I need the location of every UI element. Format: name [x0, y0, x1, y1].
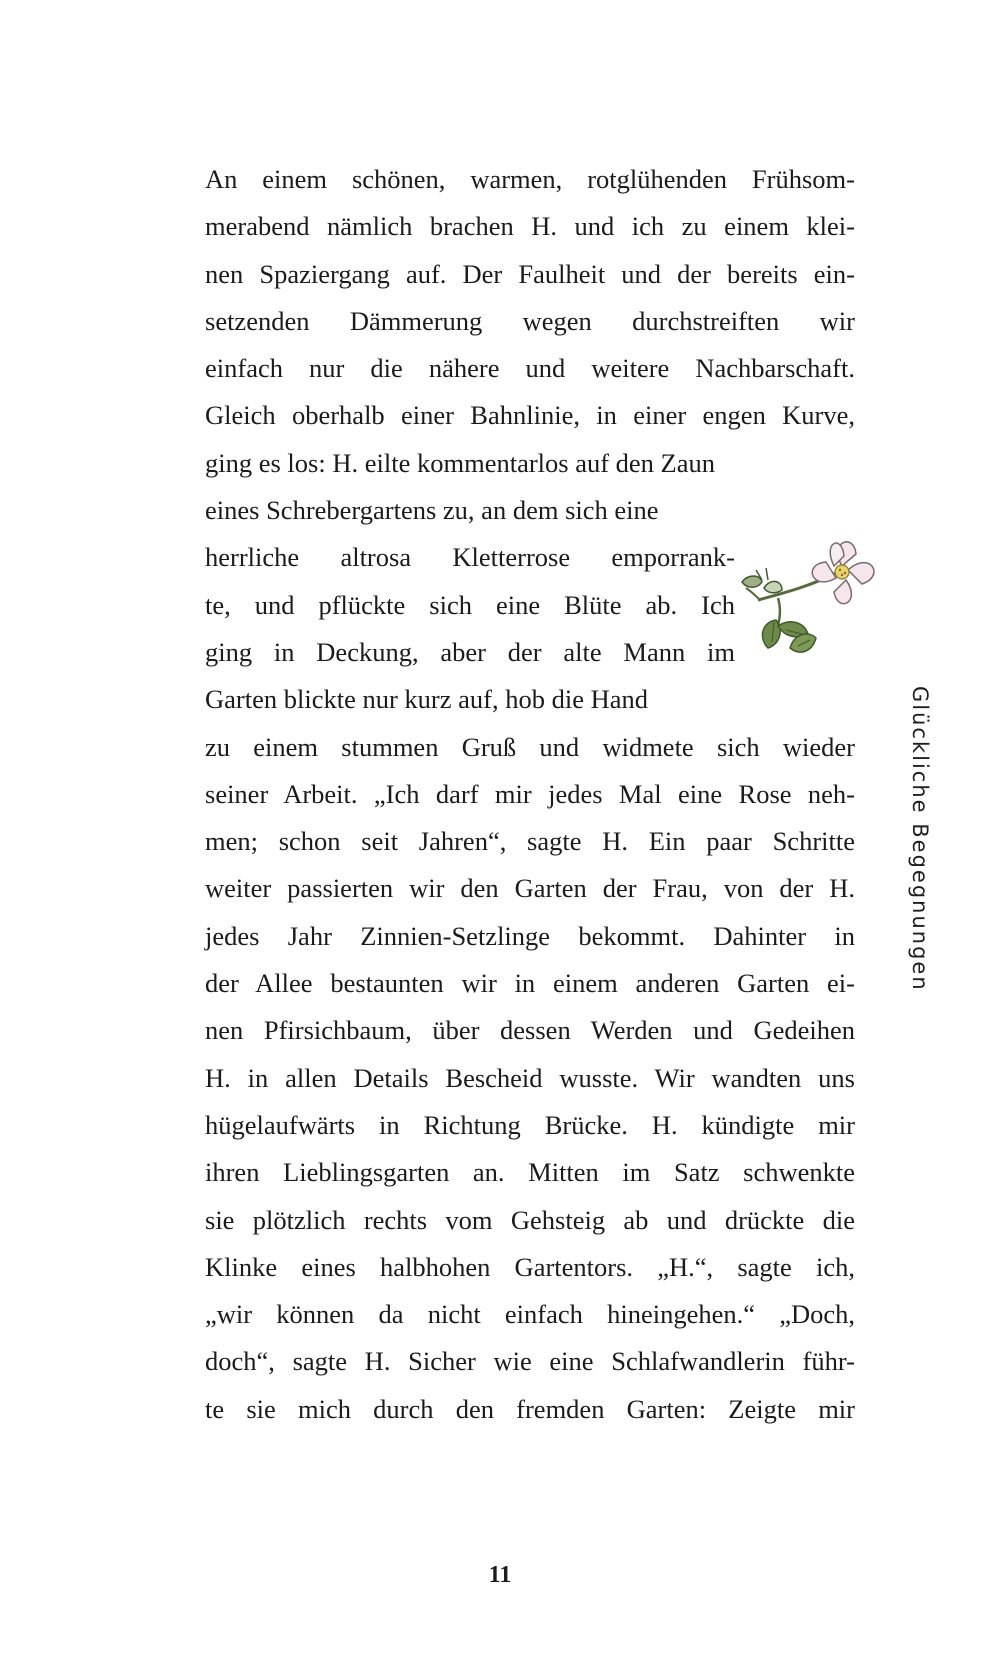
- text-line: jedes Jahr Zinnien-Setzlinge bekommt. Dahinter in: [205, 920, 855, 951]
- text-line: hügelaufwärts in Richtung Brücke. H. kündigte mir: [205, 1109, 855, 1140]
- text-line: Garten blickte nur kurz auf, hob die Hand: [205, 684, 648, 715]
- text-line: doch“, sagte H. Sicher wie eine Schlafwandlerin führ-: [205, 1346, 855, 1377]
- text-line: setzenden Dämmerung wegen durchstreiften wir: [205, 305, 855, 336]
- text-line: merabend nämlich brachen H. und ich zu einem klei-: [205, 211, 855, 242]
- page-number: 11: [488, 1562, 512, 1588]
- text-line: Gleich oberhalb einer Bahnlinie, in einer engen Kurve,: [205, 400, 855, 431]
- text-line: men; schon seit Jahren“, sagte H. Ein paar Schritte: [205, 826, 855, 857]
- text-line: einfach nur die nähere und weitere Nachbarschaft.: [205, 353, 855, 384]
- text-line: te, und pflückte sich eine Blüte ab. Ich: [205, 589, 735, 620]
- running-head: Glückliche Begegnungen: [908, 686, 932, 992]
- wild-rose-icon: [738, 530, 898, 670]
- text-line: weiter passierten wir den Garten der Frau, von der H.: [205, 873, 855, 904]
- text-line: zu einem stummen Gruß und widmete sich wieder: [205, 731, 855, 762]
- text-line: Klinke eines halbhohen Gartentors. „H.“, sagte ich,: [205, 1251, 855, 1282]
- text-line: ging in Deckung, aber der alte Mann im: [205, 636, 735, 667]
- text-line: An einem schönen, warmen, rotglühenden Frühsom-: [205, 164, 855, 194]
- text-line: seiner Arbeit. „Ich darf mir jedes Mal eine Rose neh-: [205, 778, 855, 809]
- text-line: sie plötzlich rechts vom Gehsteig ab und drückte die: [205, 1204, 855, 1235]
- text-line: ging es los: H. eilte kommentarlos auf den Zaun: [205, 447, 716, 478]
- text-line: te sie mich durch den fremden Garten: Zeigte mir: [205, 1393, 855, 1424]
- text-line: nen Pfirsichbaum, über dessen Werden und Gedeihen: [205, 1015, 855, 1046]
- text-line: der Allee bestaunten wir in einem anderen Garten ei-: [205, 968, 855, 999]
- text-line: H. in allen Details Bescheid wusste. Wir wandten uns: [205, 1062, 855, 1093]
- text-line: „wir können da nicht einfach hineingehen.“ „Doch,: [205, 1299, 855, 1330]
- text-line: herrliche altrosa Kletterrose emporrank-: [205, 542, 735, 573]
- body-text: [205, 156, 855, 1433]
- text-line: nen Spaziergang auf. Der Faulheit und der bereits ein-: [205, 258, 855, 289]
- text-line: eines Schrebergartens zu, an dem sich eine: [205, 495, 659, 526]
- text-line: ihren Lieblingsgarten an. Mitten im Satz schwenkte: [205, 1157, 855, 1188]
